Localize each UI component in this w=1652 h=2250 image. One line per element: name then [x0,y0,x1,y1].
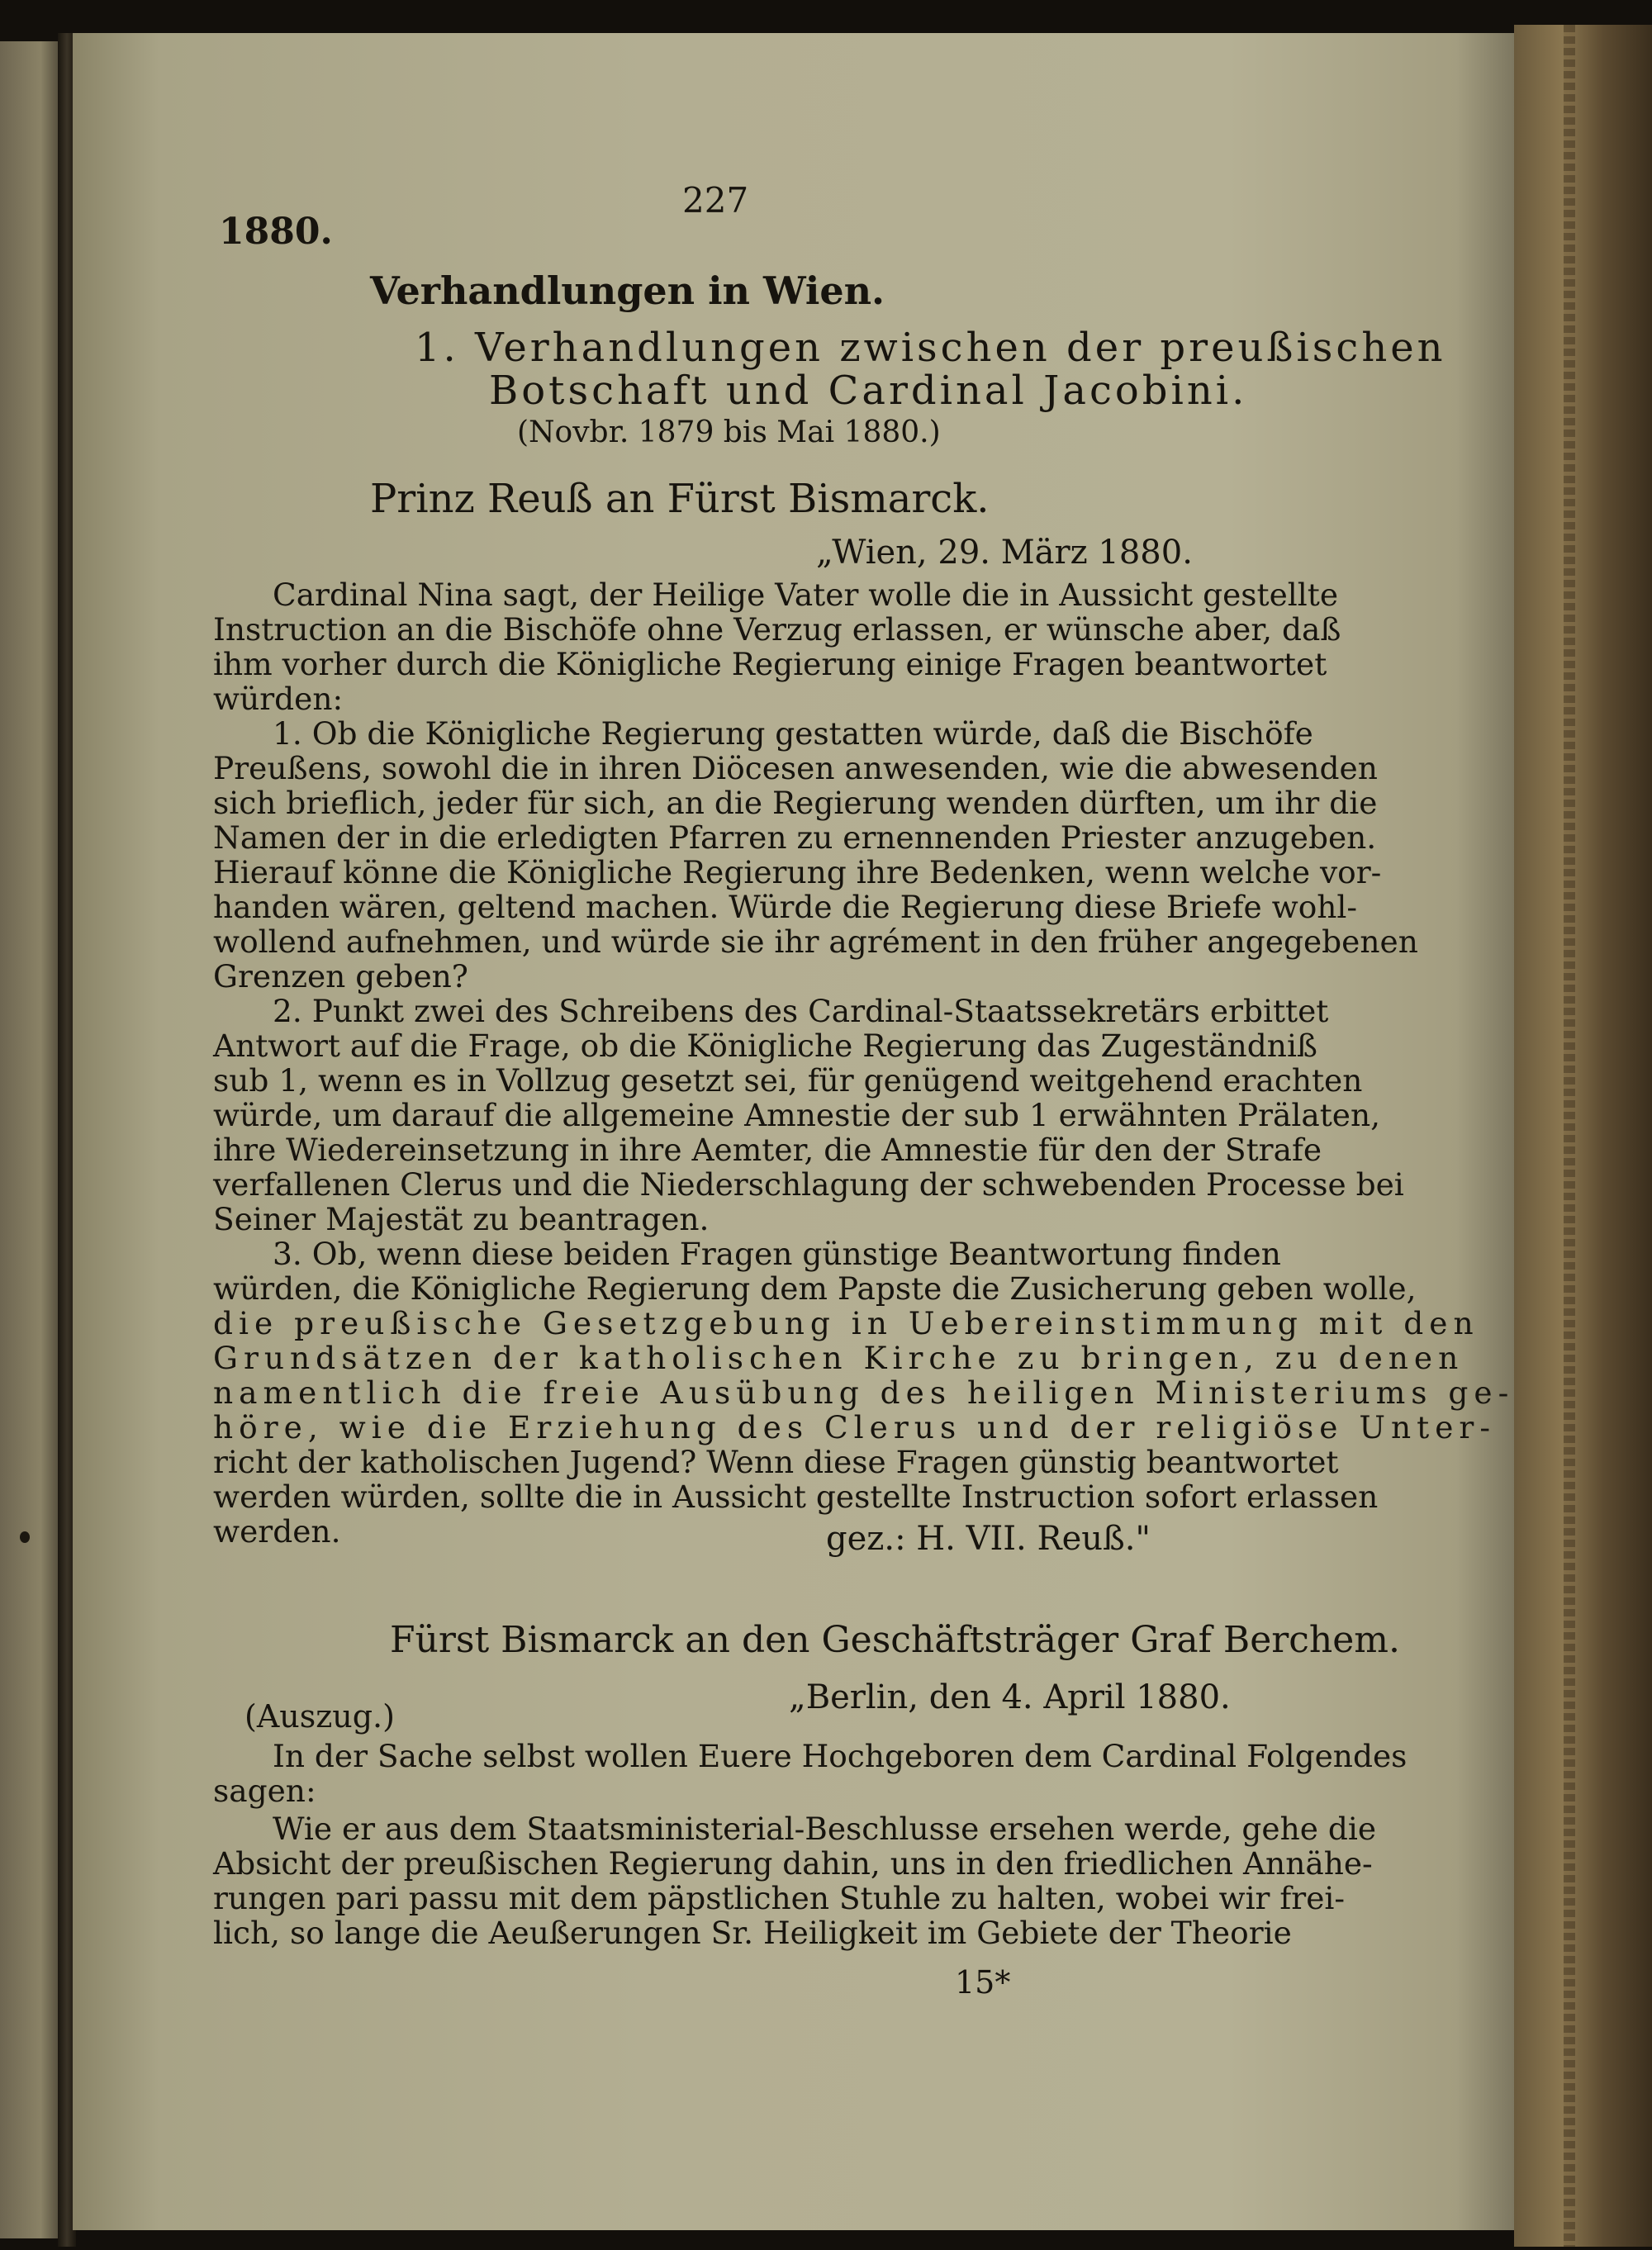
letter-1-signature: gez.: H. VII. Reuß." [826,1520,1151,1558]
subheading-line-2: Botschaft und Cardinal Jacobini. [489,368,1248,414]
letter-1-line: namentlich die freie Ausübung des heiligen Ministeriums ge- [213,1374,1515,1411]
letter-1-line: handen wären, geltend machen. Würde die Regierung diese Briefe wohl- [213,889,1358,925]
letter-1-line: 2. Punkt zwei des Schreibens des Cardinal-Staatssekretärs erbittet [273,993,1329,1029]
letter-1-line: wollend aufnehmen, und würde sie ihr agrément in den früher angegebenen [213,923,1418,960]
letter-2-line: sagen: [213,1773,316,1809]
running-year: 1880. [219,211,333,253]
margin-spot [20,1531,30,1543]
letter-1-line: Instruction an die Bischöfe ohne Verzug erlassen, er wünsche aber, daß [213,611,1341,648]
subheading-note: (Novbr. 1879 bis Mai 1880.) [517,415,941,449]
letter-2-line: rungen pari passu mit dem päpstlichen Stuhle zu halten, wobei wir frei- [213,1880,1346,1916]
letter-2-line: In der Sache selbst wollen Euere Hochgeboren dem Cardinal Folgendes [273,1738,1408,1774]
letter-1-dateline: „Wien, 29. März 1880. [816,534,1193,572]
letter-1-line: würde, um darauf die allgemeine Amnestie der sub 1 erwähnten Prälaten, [213,1097,1381,1133]
letter-1-line: werden. [213,1513,341,1550]
letter-1-line: Hierauf könne die Königliche Regierung ihre Bedenken, wenn welche vor- [213,854,1382,890]
book-fore-edge [1514,25,1652,2247]
letter-1-line: ihm vorher durch die Königliche Regierung einige Fragen beantwortet [213,646,1327,682]
letter-1-line: die preußische Gesetzgebung in Uebereinstimmung mit den [213,1305,1479,1341]
letter-1-line: werden würden, sollte die in Aussicht gestellte Instruction sofort erlassen [213,1479,1379,1515]
section-heading: Verhandlungen in Wien. [370,268,885,313]
letter-1-line: Grundsätzen der katholischen Kirche zu bringen, zu denen [213,1340,1464,1376]
letter-2-line: Absicht der preußischen Regierung dahin, uns in den friedlichen Annähe- [213,1845,1373,1882]
signature-mark: 15* [955,1964,1011,2001]
letter-1-title: Prinz Reuß an Fürst Bismarck. [370,476,990,522]
letter-1-line: würden: [213,681,344,717]
letter-1-line: würden, die Königliche Regierung dem Papste die Zusicherung geben wolle, [213,1270,1417,1307]
subheading-line-1: 1. Verhandlungen zwischen der preußischen [415,325,1446,371]
letter-1-line: sub 1, wenn es in Vollzug gesetzt sei, für genügend weitgehend erachten [213,1062,1363,1099]
letter-1-line: Namen der in die erledigten Pfarren zu ernennenden Priester anzugeben. [213,819,1377,856]
letter-1-line: Seiner Majestät zu beantragen. [213,1201,710,1237]
letter-2-title: Fürst Bismarck an den Geschäftsträger Graf Berchem. [390,1619,1401,1661]
letter-1-line: Antwort auf die Frage, ob die Königliche Regierung das Zugeständniß [213,1028,1317,1064]
letter-1-line: 1. Ob die Königliche Regierung gestatten würde, daß die Bischöfe [273,715,1313,752]
letter-1-line: Cardinal Nina sagt, der Heilige Vater wolle die in Aussicht gestellte [273,577,1339,613]
letter-1-line: sich brieflich, jeder für sich, an die Regierung wenden dürften, um ihr die [213,785,1378,821]
letter-1-line: ihre Wiedereinsetzung in ihre Aemter, die Amnestie für den der Strafe [213,1132,1322,1168]
letter-2-dateline: „Berlin, den 4. April 1880. [789,1678,1231,1716]
letter-1-line: verfallenen Clerus und die Niederschlagung der schwebenden Processe bei [213,1166,1404,1203]
letter-2-line: lich, so lange die Aeußerungen Sr. Heiligkeit im Gebiete der Theorie [213,1915,1292,1951]
letter-1-line: höre, wie die Erziehung des Clerus und der religiöse Unter- [213,1409,1497,1445]
page-number: 227 [682,180,749,221]
letter-2-line: Wie er aus dem Staatsministerial-Beschlusse ersehen werde, gehe die [273,1811,1377,1847]
letter-1-line: Grenzen geben? [213,958,468,994]
letter-1-line: richt der katholischen Jugend? Wenn diese Fragen günstig beantwortet [213,1444,1339,1480]
letter-1-line: 3. Ob, wenn diese beiden Fragen günstige Beantwortung finden [273,1236,1281,1272]
letter-1-line: Preußens, sowohl die in ihren Diöcesen anwesenden, wie die abwesenden [213,750,1378,786]
letter-2-excerpt-label: (Auszug.) [244,1698,395,1735]
